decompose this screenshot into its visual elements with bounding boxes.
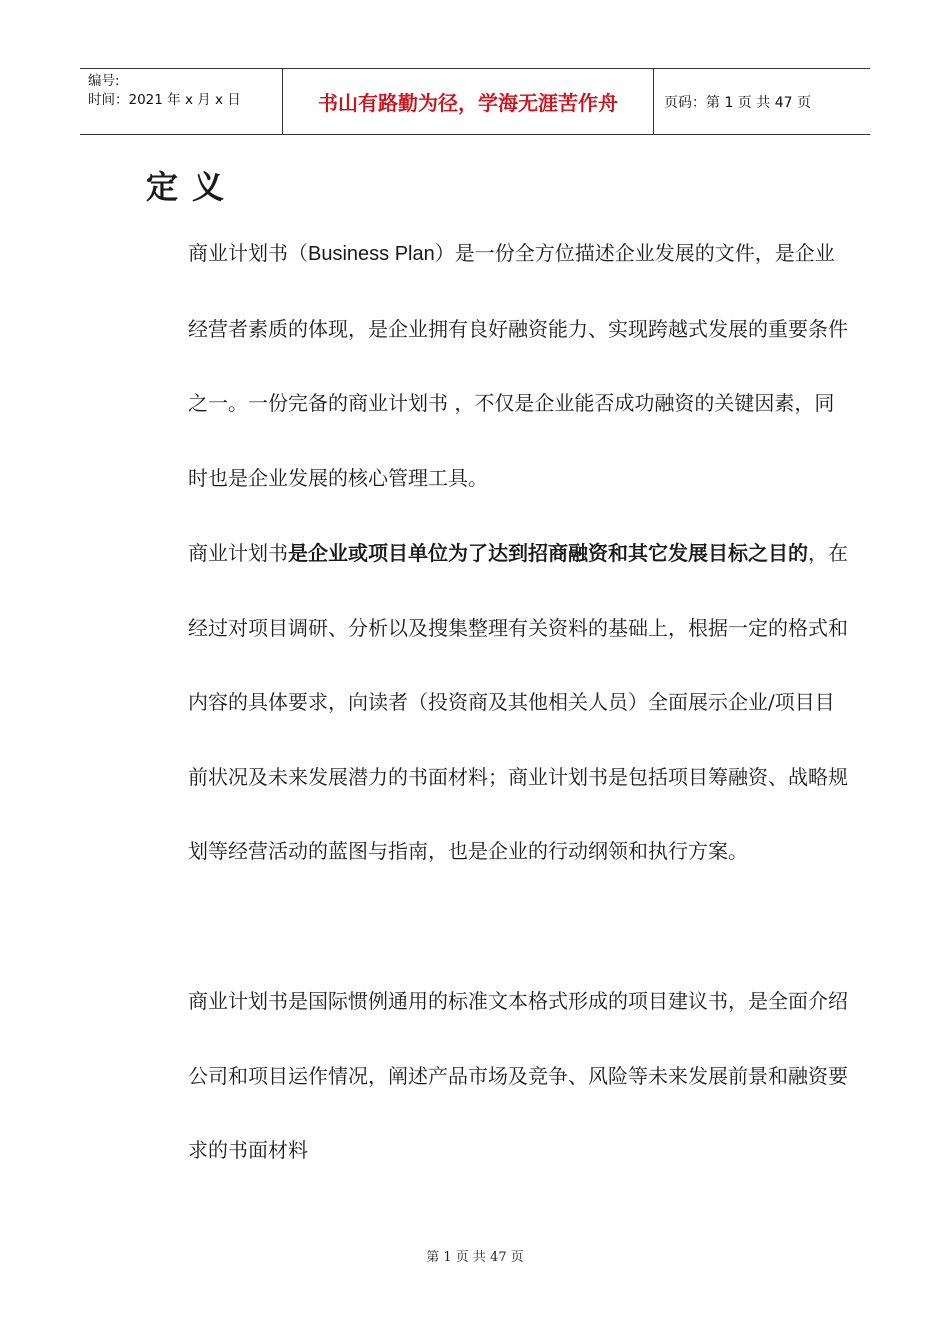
paragraph-body: ，在经过对项目调研、分析以及搜集整理有关资料的基础上，根据一定的格式和内容的具体要求，向读者（投资商及其他相关人员）全面展示企业/项目目前状况及未来发展潜力的书面材料；商业计划书是包括项目筹融资、战略规划等经营活动的蓝图与指南，也是企业的行动纲领和执行方案。 <box>188 541 848 863</box>
paragraph-body: ）是一份全方位描述企业发展的文件，是企业经营者素质的体现，是企业拥有良好融资能力、实现跨越式发展的重要条件之一。一份完备的商业计划书 ，不仅是企业能否成功融资的关键因素，同时也是企业发展的核心管理工具。 <box>188 241 848 490</box>
english-term: Business Plan <box>308 243 435 265</box>
page-header <box>80 68 870 135</box>
paragraph-emphasis: 是企业或项目单位为了达到招商融资和其它发展目标之目的 <box>288 541 808 565</box>
paragraph-standard: 商业计划书是国际惯例通用的标准文本格式形成的项目建议书，是全面介绍公司和项目运作情况，阐述产品市场及竞争、风险等未来发展前景和融资要求的书面材料 <box>188 989 848 1162</box>
document-date: 时间：2021 年 x 月 x 日 <box>88 92 241 108</box>
paragraph-definition <box>146 216 848 515</box>
page-title: 定义 <box>146 168 239 206</box>
paragraph-lead: 商业计划书 <box>188 541 288 565</box>
header-page-info: 页码：第 1 页 共 47 页 <box>664 94 811 111</box>
page-footer: 第 1 页 共 47 页 <box>426 1250 524 1265</box>
paragraph-lead: 商业计划书（ <box>188 241 308 265</box>
header-motto: 书山有路勤为径，学海无涯苦作舟 <box>282 69 654 134</box>
document-number-label: 编号: <box>88 73 120 89</box>
paragraph-purpose <box>146 516 848 889</box>
header-meta <box>80 69 282 134</box>
